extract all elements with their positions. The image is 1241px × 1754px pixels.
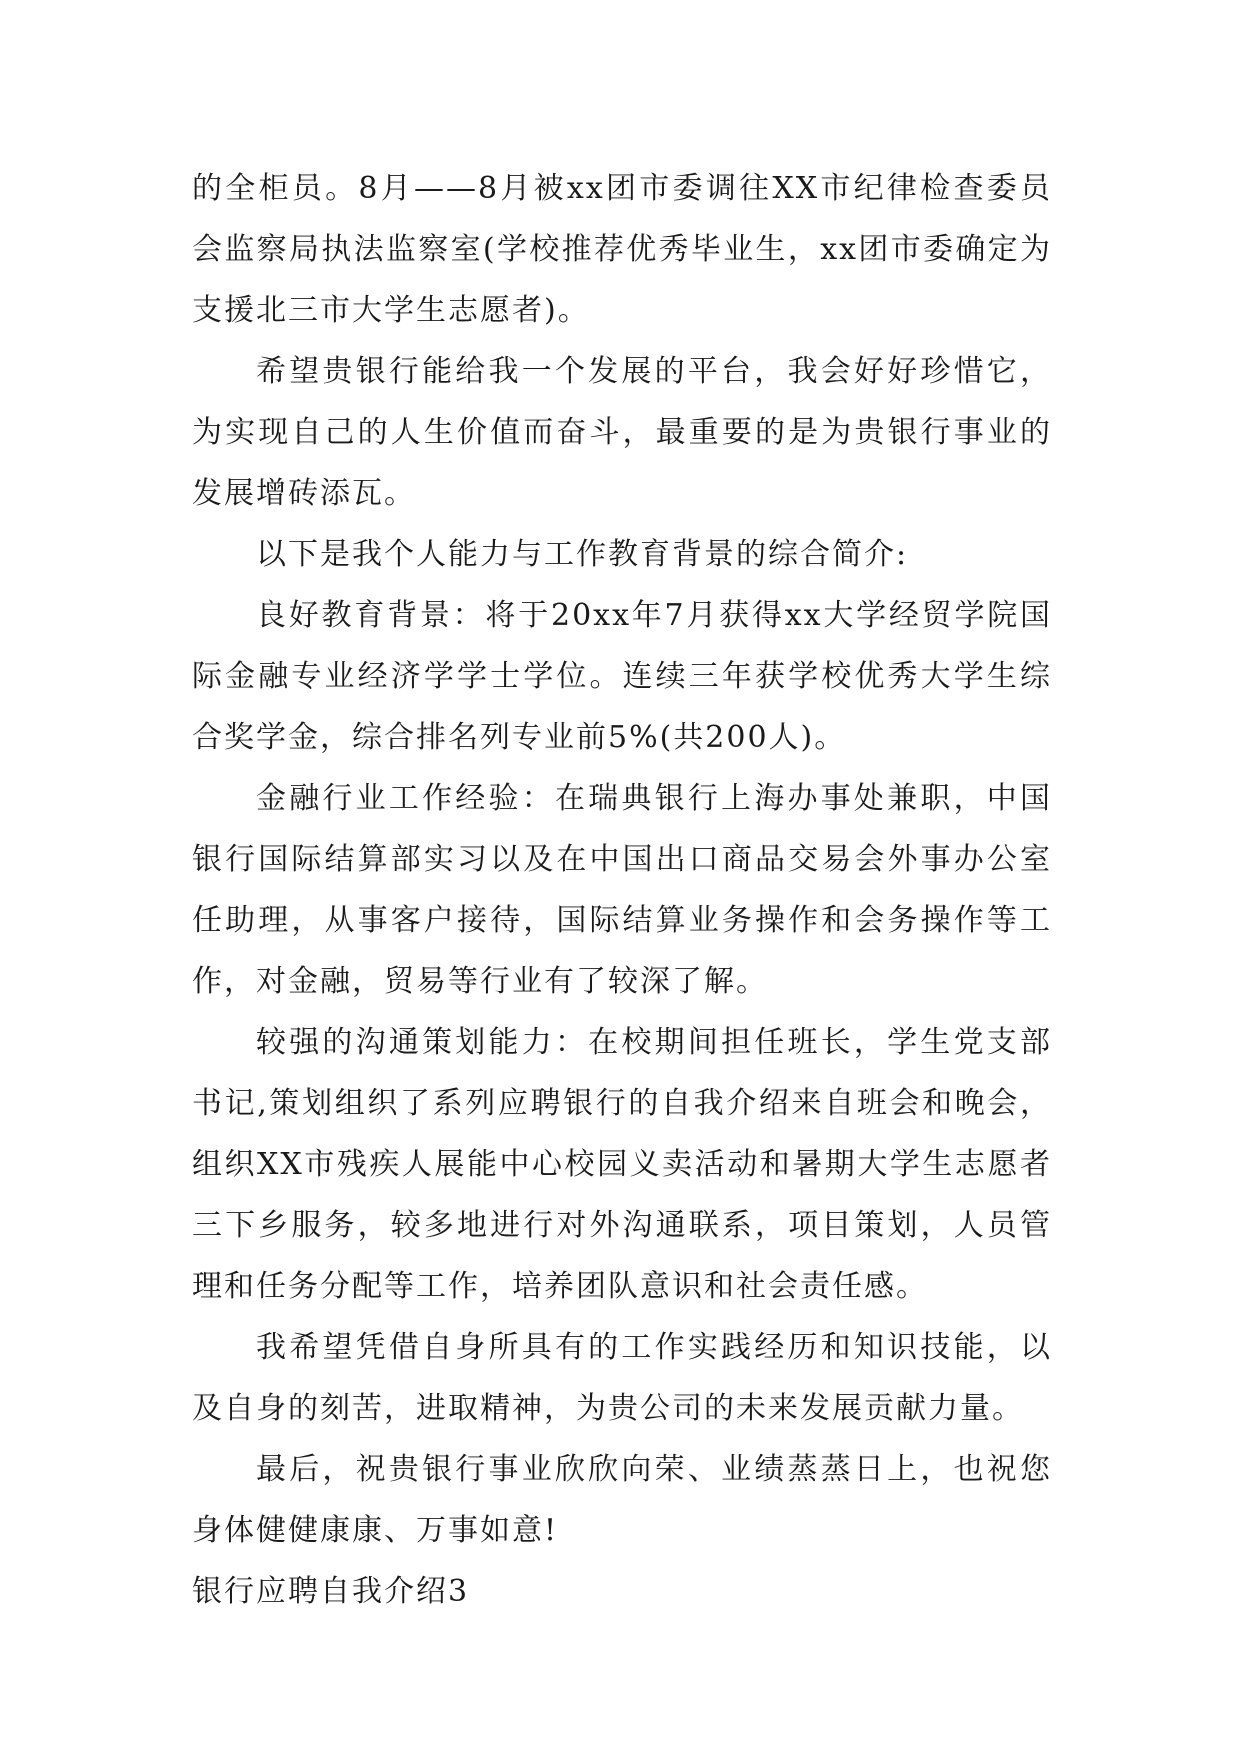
paragraph-hope: 希望贵银行能给我一个发展的平台，我会好好珍惜它，为实现自己的人生价值而奋斗，最重要的是为贵银行事业的发展增砖添瓦。 xyxy=(192,354,1052,511)
paragraph-finance-experience: 金融行业工作经验：在瑞典银行上海办事处兼职，中国银行国际结算部实习以及在中国出口商品交易会外事办公室任助理，从事客户接待，国际结算业务操作和会务操作等工作，对金融，贸易等行业有了较深了解。 xyxy=(192,781,1052,999)
paragraph-intro-summary: 以下是我个人能力与工作教育背景的综合简介: xyxy=(256,537,909,572)
paragraph-aspiration: 我希望凭借自身所具有的工作实践经历和知识技能，以及自身的刻苦，进取精神，为贵公司的未来发展贡献力量。 xyxy=(192,1330,1052,1426)
paragraph-closing: 最后，祝贵银行事业欣欣向荣、业绩蒸蒸日上，也祝您身体健健康康、万事如意! xyxy=(192,1452,1052,1548)
section-heading: 银行应聘自我介绍3 xyxy=(192,1574,470,1609)
paragraph-communication: 较强的沟通策划能力：在校期间担任班长，学生党支部书记,策划组织了系列应聘银行的自我介绍来自班会和晚会，组织XX市残疾人展能中心校园义卖活动和暑期大学生志愿者三下乡服务，较多地进行对外沟通联系，项目策划，人员管理和任务分配等工作，培养团队意识和社会责任感。 xyxy=(192,1025,1052,1304)
document-page xyxy=(192,158,1052,1622)
paragraph-education: 良好教育背景：将于20xx年7月获得xx大学经贸学院国际金融专业经济学学士学位。连续三年获学校优秀大学生综合奖学金，综合排名列专业前5%(共200人)。 xyxy=(192,598,1052,755)
paragraph-continued: 的全柜员。8月——8月被xx团市委调往XX市纪律检查委员会监察局执法监察室(学校推荐优秀毕业生，xx团市委确定为支援北三市大学生志愿者)。 xyxy=(192,171,1052,328)
